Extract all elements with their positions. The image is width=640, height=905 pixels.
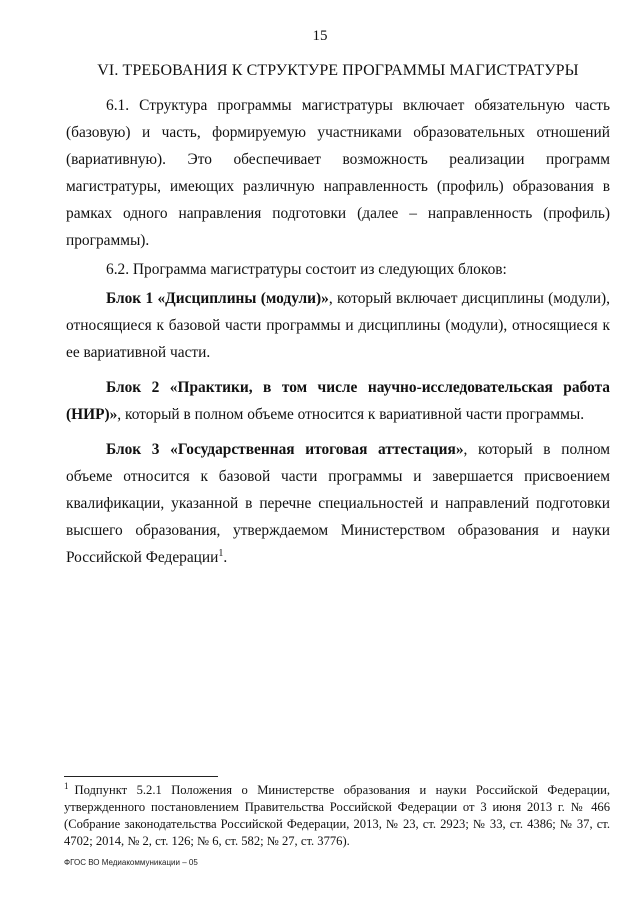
footnote-reference: 1 <box>218 547 224 559</box>
paragraph-block-3 <box>66 436 610 571</box>
paragraph-6-1: 6.1. Структура программы магистратуры включает обязательную часть (базовую) и часть, формируемую участниками образовательных отношений (вариативную). Это обеспечивает возможность реализации программ магистратуры, имеющих различную направленность (профиль) образования в рамках одного направления подготовки (далее – направленность (профиль) программы). <box>66 97 610 249</box>
block-3-title: Блок 3 «Государственная итоговая аттестация» <box>106 441 464 458</box>
footnote-divider <box>64 776 218 777</box>
footnote-marker: 1 <box>64 780 69 791</box>
block-1-text: , который включает дисциплины (модули), относящиеся к базовой части программы и дисциплины (модули), относящиеся к ее вариативной части. <box>66 290 610 361</box>
footnote-text: Подпункт 5.2.1 Положения о Министерстве образования и науки Российской Федерации, утвержденного постановлением Правительства Российской Федерации от 3 июня 2013 г. № 466 (Собрание законодательства Российской Федерации, 2013, № 23, ст. 2923; № 33, ст. 4386; № 37, ст. 4702; 2014, № 2, ст. 126; № 6, ст. 582; № 27, ст. 3776). <box>64 783 610 848</box>
block-1-title: Блок 1 «Дисциплины (модули)» <box>106 290 329 307</box>
block-2-title: Блок 2 «Практики, в том числе научно-исследовательская работа (НИР)» <box>66 379 610 423</box>
block-3-end: . <box>223 549 228 566</box>
section-body <box>66 92 610 571</box>
paragraph-block-2 <box>66 374 610 428</box>
paragraph-block-1 <box>66 285 610 366</box>
footnote <box>64 782 610 850</box>
document-footer: ФГОС ВО Медиакоммуникации – 05 <box>64 858 198 867</box>
section-title: VI. ТРЕБОВАНИЯ К СТРУКТУРЕ ПРОГРАММЫ МАГИСТРАТУРЫ <box>97 62 579 79</box>
block-2-text: , который в полном объеме относится к вариативной части программы. <box>117 406 585 423</box>
paragraph-6-2: 6.2. Программа магистратуры состоит из следующих блоков: <box>106 261 507 278</box>
block-3-text: , который в полном объеме относится к базовой части программы и завершается присвоением квалификации, указанной в перечне специальностей и направлений подготовки высшего образования, утверждаемом Министерством образования и науки Российской Федерации <box>66 441 610 566</box>
page-number: 15 <box>312 28 328 44</box>
